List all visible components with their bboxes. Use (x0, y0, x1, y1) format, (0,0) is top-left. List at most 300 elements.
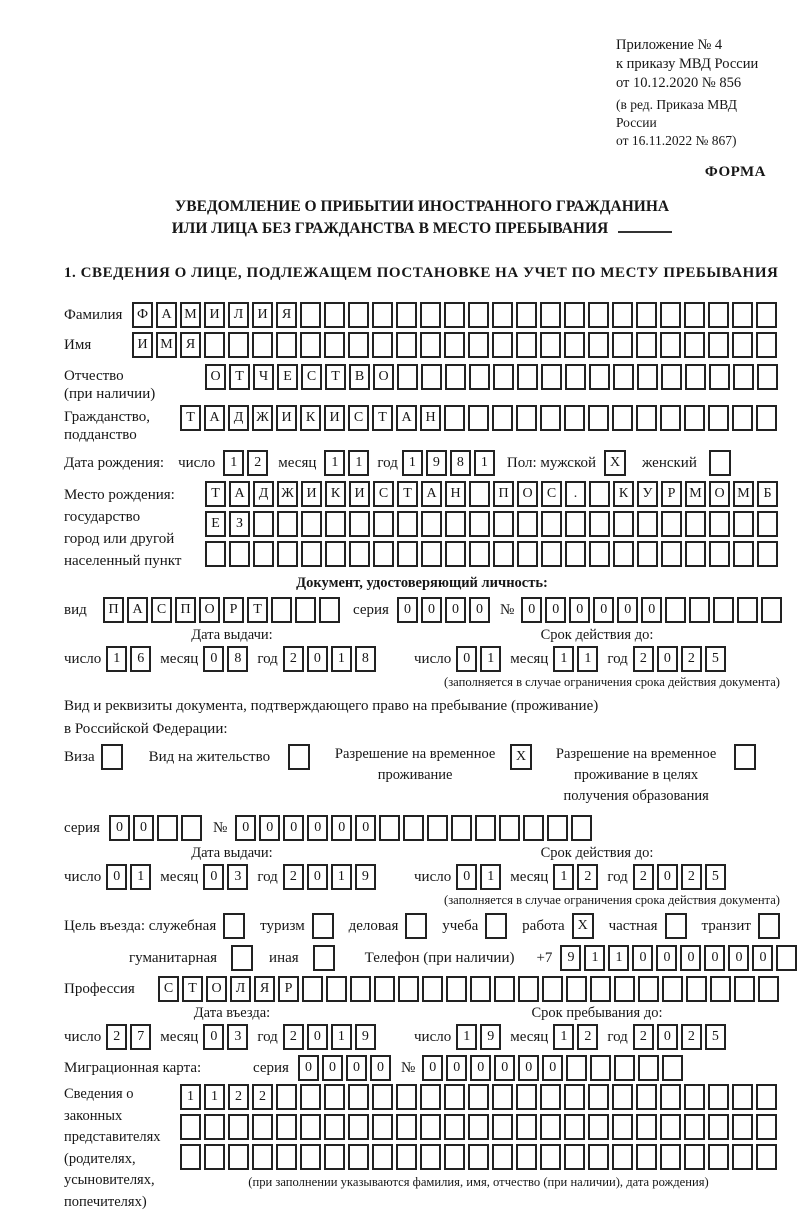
char-cell: 0 (421, 597, 442, 623)
char-cell (518, 976, 539, 1002)
char-cell (660, 1144, 681, 1170)
patronymic-label: Отчество (при наличии) (64, 368, 156, 402)
char-cell: Т (229, 364, 250, 390)
char-cell (756, 1084, 777, 1110)
purpose-tourism-checkbox (312, 913, 334, 939)
char-cell: 0 (422, 1055, 443, 1081)
char-cell: 0 (203, 864, 224, 890)
purpose-transit-checkbox (758, 913, 780, 939)
annex-header-edit (616, 96, 780, 150)
char-cell (713, 597, 734, 623)
char-cell (541, 364, 562, 390)
char-cell: И (349, 481, 370, 507)
char-cell: И (132, 332, 153, 358)
birth-day-cells (223, 450, 268, 476)
char-cell (540, 1114, 561, 1140)
identity-doc-title: Документ, удостоверяющий личность: (296, 575, 548, 591)
char-cell (732, 1114, 753, 1140)
char-cell: 0 (657, 864, 678, 890)
birthplace-cells-row1 (205, 481, 778, 507)
char-cell (708, 405, 729, 431)
char-cell: 9 (355, 864, 376, 890)
char-cell: 0 (657, 646, 678, 672)
char-cell (468, 1144, 489, 1170)
char-cell: 1 (553, 1024, 574, 1050)
char-cell: 0 (456, 864, 477, 890)
number-sign: № (400, 1060, 416, 1076)
char-cell: 1 (106, 646, 127, 672)
char-cell (420, 332, 441, 358)
char-cell (492, 405, 513, 431)
stay-month-cells (553, 1024, 598, 1050)
purpose-private (609, 913, 687, 939)
char-cell (421, 511, 442, 537)
char-cell (348, 302, 369, 328)
valid-note: (заполняется в случае ограничения срока действия документа) (444, 893, 780, 907)
char-cell: И (301, 481, 322, 507)
birthplace-rows (205, 481, 778, 567)
char-cell: 0 (133, 815, 154, 841)
char-cell (614, 1055, 635, 1081)
custodians-cells-row3 (180, 1144, 777, 1170)
permit-valid-year-cells (633, 864, 726, 890)
custodians-cells-row2 (180, 1114, 777, 1140)
char-cell: Л (230, 976, 251, 1002)
char-cell (734, 976, 755, 1002)
migration-card-label: Миграционная карта: (64, 1060, 202, 1076)
char-cell: Я (254, 976, 275, 1002)
purpose-humanitarian-checkbox (231, 945, 253, 971)
migration-number-cells (422, 1055, 683, 1081)
char-cell: 5 (705, 646, 726, 672)
char-cell: 0 (545, 597, 566, 623)
char-cell (397, 541, 418, 567)
char-cell: 1 (331, 864, 352, 890)
char-cell (398, 976, 419, 1002)
char-cell: 3 (227, 1024, 248, 1050)
purpose-tourism-label: туризм (260, 918, 305, 934)
char-cell (180, 1114, 201, 1140)
char-cell (689, 597, 710, 623)
char-cell (660, 405, 681, 431)
char-cell (372, 302, 393, 328)
char-cell: 0 (641, 597, 662, 623)
char-cell (732, 302, 753, 328)
char-cell: 0 (331, 815, 352, 841)
char-cell (517, 364, 538, 390)
char-cell (540, 405, 561, 431)
char-cell: 2 (106, 1024, 127, 1050)
char-cell (324, 1114, 345, 1140)
entry-day-cells (106, 1024, 151, 1050)
char-cell: 0 (446, 1055, 467, 1081)
char-cell: К (613, 481, 634, 507)
char-cell (684, 332, 705, 358)
char-cell: С (373, 481, 394, 507)
permit-issue-month-cells (203, 864, 248, 890)
month-label: месяц (510, 651, 549, 667)
name-cells (132, 332, 777, 358)
char-cell (612, 405, 633, 431)
char-cell (636, 332, 657, 358)
identity-issue-block (64, 626, 400, 672)
char-cell (421, 541, 442, 567)
char-cell (588, 405, 609, 431)
char-cell (540, 302, 561, 328)
char-cell: 0 (617, 597, 638, 623)
char-cell: Т (397, 481, 418, 507)
char-cell (547, 815, 568, 841)
identity-valid-month-cells (553, 646, 598, 672)
residence-permit-label: Вид на жительство (148, 749, 271, 765)
char-cell (277, 541, 298, 567)
char-cell: В (349, 364, 370, 390)
stay-until-block (400, 1004, 780, 1050)
year-label: год (607, 651, 628, 667)
char-cell (492, 302, 513, 328)
identity-series-cells (397, 597, 490, 623)
char-cell: Я (276, 302, 297, 328)
char-cell: 0 (728, 945, 749, 971)
char-cell (492, 1084, 513, 1110)
char-cell (372, 1084, 393, 1110)
patronymic-cells (205, 364, 778, 390)
purpose-official-label: Цель въезда: служебная (64, 918, 217, 934)
char-cell (372, 332, 393, 358)
char-cell (660, 332, 681, 358)
entry-year-cells (283, 1024, 376, 1050)
char-cell (301, 511, 322, 537)
char-cell (636, 1084, 657, 1110)
year-label: год (607, 869, 628, 885)
char-cell: И (276, 405, 297, 431)
purpose-business-checkbox (405, 913, 427, 939)
citizenship-label: Гражданство, подданство (64, 409, 151, 443)
char-cell (445, 364, 466, 390)
char-cell: 0 (203, 1024, 224, 1050)
surname-label: Фамилия (64, 307, 123, 323)
char-cell (396, 332, 417, 358)
char-cell: С (541, 481, 562, 507)
char-cell (372, 1114, 393, 1140)
char-cell: 0 (569, 597, 590, 623)
char-cell: 1 (584, 945, 605, 971)
char-cell (709, 541, 730, 567)
char-cell (205, 541, 226, 567)
birthplace-cells-row3 (205, 541, 778, 567)
char-cell: Т (372, 405, 393, 431)
char-cell: 9 (480, 1024, 501, 1050)
char-cell: 7 (130, 1024, 151, 1050)
char-cell: Я (180, 332, 201, 358)
surname-row (64, 302, 780, 328)
birthplace-cells-row2 (205, 511, 778, 537)
char-cell (517, 511, 538, 537)
char-cell (541, 541, 562, 567)
char-cell: 1 (331, 646, 352, 672)
phone-code: +7 (536, 950, 553, 966)
char-cell (589, 481, 610, 507)
char-cell: Р (661, 481, 682, 507)
char-cell: 1 (402, 450, 423, 476)
char-cell: 0 (355, 815, 376, 841)
char-cell (427, 815, 448, 841)
char-cell (276, 1144, 297, 1170)
purpose-private-label: частная (608, 918, 658, 934)
identity-issue-month-cells (203, 646, 248, 672)
char-cell: А (229, 481, 250, 507)
char-cell: 0 (370, 1055, 391, 1081)
char-cell (468, 405, 489, 431)
char-cell (636, 405, 657, 431)
char-cell: 9 (560, 945, 581, 971)
char-cell: 2 (633, 864, 654, 890)
char-cell (493, 511, 514, 537)
permit-number-cells (235, 815, 592, 841)
char-cell: Н (420, 405, 441, 431)
char-cell: С (151, 597, 172, 623)
char-cell (373, 511, 394, 537)
char-cell: 2 (577, 864, 598, 890)
char-cell: Т (182, 976, 203, 1002)
profession-row (64, 976, 780, 1002)
migration-series-cells (298, 1055, 391, 1081)
char-cell (444, 405, 465, 431)
char-cell (300, 1084, 321, 1110)
char-cell (614, 976, 635, 1002)
char-cell: 1 (324, 450, 345, 476)
permit-valid-block (400, 844, 780, 890)
char-cell (204, 1114, 225, 1140)
char-cell (444, 1144, 465, 1170)
char-cell (396, 1144, 417, 1170)
entry-dates (64, 1004, 780, 1050)
char-cell: Т (180, 405, 201, 431)
char-cell (732, 332, 753, 358)
char-cell (324, 302, 345, 328)
gender-male-label: Пол: мужской (506, 455, 597, 471)
purpose-study-checkbox (485, 913, 507, 939)
char-cell (348, 1084, 369, 1110)
char-cell: Д (228, 405, 249, 431)
char-cell (325, 511, 346, 537)
entry-purpose-row2 (64, 945, 780, 971)
char-cell (420, 1084, 441, 1110)
char-cell: И (252, 302, 273, 328)
char-cell (253, 511, 274, 537)
char-cell: Ж (252, 405, 273, 431)
char-cell: М (685, 481, 706, 507)
char-cell: 0 (259, 815, 280, 841)
char-cell (757, 511, 778, 537)
entry-date-block (64, 1004, 400, 1050)
char-cell: 1 (331, 1024, 352, 1050)
char-cell (565, 511, 586, 537)
char-cell (684, 405, 705, 431)
series-label: серия (353, 602, 389, 618)
identity-number-cells (521, 597, 782, 623)
char-cell (564, 332, 585, 358)
char-cell (613, 511, 634, 537)
char-cell (499, 815, 520, 841)
char-cell: 0 (235, 815, 256, 841)
char-cell: И (204, 302, 225, 328)
year-label: год (607, 1029, 628, 1045)
char-cell (540, 1144, 561, 1170)
identity-dates (64, 626, 780, 672)
char-cell: 1 (348, 450, 369, 476)
char-cell: К (325, 481, 346, 507)
char-cell: 1 (553, 646, 574, 672)
char-cell: 0 (470, 1055, 491, 1081)
char-cell (492, 332, 513, 358)
purpose-official (64, 913, 245, 939)
char-cell (326, 976, 347, 1002)
name-row (64, 332, 780, 358)
char-cell (517, 541, 538, 567)
char-cell (710, 976, 731, 1002)
section1-title: 1. СВЕДЕНИЯ О ЛИЦЕ, ПОДЛЕЖАЩЕМ ПОСТАНОВКЕ НА УЧЕТ ПО МЕСТУ ПРЕБЫВАНИЯ (64, 265, 779, 281)
permit-valid-month-cells (553, 864, 598, 890)
char-cell (565, 364, 586, 390)
valid-until-label: Срок действия до: (540, 845, 654, 861)
char-cell: С (158, 976, 179, 1002)
char-cell (684, 1144, 705, 1170)
char-cell (470, 976, 491, 1002)
month-label: месяц (278, 455, 317, 471)
char-cell (271, 597, 292, 623)
char-cell: О (709, 481, 730, 507)
char-cell (397, 511, 418, 537)
citizenship-cells (180, 405, 777, 431)
char-cell (542, 976, 563, 1002)
char-cell: А (204, 405, 225, 431)
char-cell: 2 (283, 1024, 304, 1050)
entry-date (64, 1024, 400, 1050)
char-cell (565, 541, 586, 567)
char-cell: 1 (577, 646, 598, 672)
char-cell (708, 1144, 729, 1170)
char-cell: 6 (130, 646, 151, 672)
purpose-other-label: иная (269, 950, 299, 966)
char-cell: 0 (521, 597, 542, 623)
profession-cells (158, 976, 779, 1002)
char-cell: 0 (456, 646, 477, 672)
annex-header (616, 36, 780, 93)
char-cell: 0 (298, 1055, 319, 1081)
entry-purpose-row (64, 913, 780, 939)
identity-issue-year-cells (283, 646, 376, 672)
char-cell (180, 1144, 201, 1170)
char-cell (662, 1055, 683, 1081)
char-cell: 2 (681, 1024, 702, 1050)
char-cell: 9 (426, 450, 447, 476)
char-cell (564, 1114, 585, 1140)
char-cell (324, 1144, 345, 1170)
char-cell (516, 1084, 537, 1110)
char-cell: 0 (346, 1055, 367, 1081)
char-cell (732, 405, 753, 431)
char-cell (540, 332, 561, 358)
char-cell (588, 1114, 609, 1140)
char-cell: Р (223, 597, 244, 623)
char-cell: 0 (307, 815, 328, 841)
char-cell: 1 (456, 1024, 477, 1050)
char-cell (228, 1114, 249, 1140)
char-cell (228, 1144, 249, 1170)
permit-issue-date (64, 864, 400, 890)
stay-until-date (414, 1024, 780, 1050)
char-cell: 2 (681, 864, 702, 890)
phone-label: Телефон (при наличии) (364, 950, 515, 966)
phone-cells (560, 945, 797, 971)
char-cell: О (205, 364, 226, 390)
gender-male-checkbox: X (604, 450, 626, 476)
char-cell (588, 1084, 609, 1110)
char-cell (564, 1144, 585, 1170)
char-cell (756, 302, 777, 328)
char-cell (589, 511, 610, 537)
annex-line: Приложение № 4 (616, 37, 723, 53)
char-cell (637, 364, 658, 390)
char-cell: П (175, 597, 196, 623)
char-cell (420, 302, 441, 328)
permit-series-cells (109, 815, 202, 841)
char-cell (757, 364, 778, 390)
char-cell (756, 1114, 777, 1140)
char-cell (588, 1144, 609, 1170)
char-cell (300, 302, 321, 328)
valid-until-label: Срок действия до: (540, 627, 654, 643)
char-cell: 0 (397, 597, 418, 623)
purpose-other-checkbox (313, 945, 335, 971)
char-cell: О (517, 481, 538, 507)
char-cell: 0 (632, 945, 653, 971)
char-cell (444, 332, 465, 358)
char-cell: 1 (608, 945, 629, 971)
char-cell: 2 (577, 1024, 598, 1050)
custodians-rows (180, 1084, 777, 1191)
char-cell (733, 511, 754, 537)
char-cell (665, 597, 686, 623)
char-cell (516, 302, 537, 328)
char-cell (421, 364, 442, 390)
char-cell: 8 (355, 646, 376, 672)
char-cell (709, 511, 730, 537)
char-cell (516, 1114, 537, 1140)
char-cell (564, 302, 585, 328)
document-title-line1: УВЕДОМЛЕНИЕ О ПРИБЫТИИ ИНОСТРАННОГО ГРАЖДАНИНА (174, 198, 670, 215)
char-cell: 0 (203, 646, 224, 672)
char-cell (348, 1144, 369, 1170)
identity-valid-day-cells (456, 646, 501, 672)
char-cell (300, 1114, 321, 1140)
char-cell (516, 405, 537, 431)
char-cell (758, 976, 779, 1002)
char-cell (493, 541, 514, 567)
custodians-note: (при заполнении указываются фамилия, имя, отчество (при наличии), дата рождения) (248, 1175, 709, 1189)
char-cell (277, 511, 298, 537)
char-cell (444, 1114, 465, 1140)
month-label: месяц (160, 651, 199, 667)
char-cell (349, 511, 370, 537)
permit-valid-date (414, 864, 780, 890)
day-label: число (414, 651, 452, 667)
char-cell: Т (325, 364, 346, 390)
char-cell (300, 1144, 321, 1170)
identity-issue-date (64, 646, 400, 672)
day-label: число (64, 1029, 102, 1045)
